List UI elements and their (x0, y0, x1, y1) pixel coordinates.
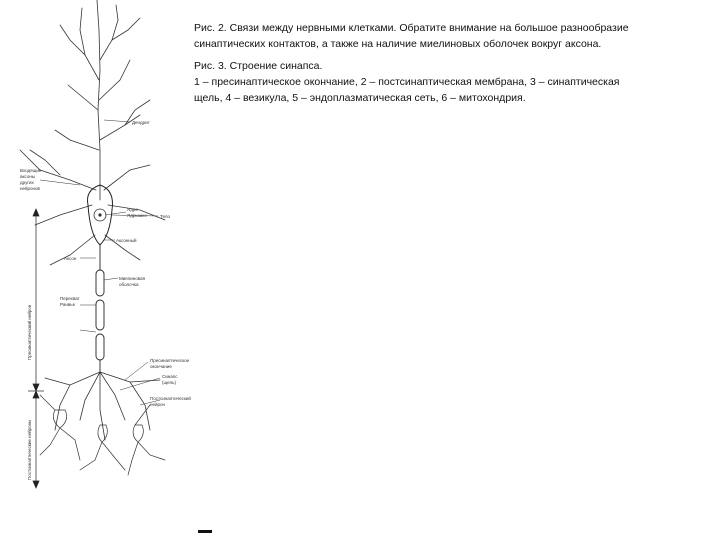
label-dendrite: Дендрит (132, 120, 150, 125)
figure-3-caption-line-3: щель, 4 – везикула, 5 – эндоплазматическая сеть, 6 – митохондрия. (194, 92, 526, 104)
label-hillock: Аксонный (116, 238, 137, 243)
label-input-3: других (20, 180, 34, 185)
label-nucleus: Ядро (127, 207, 138, 212)
figure-3-caption (194, 58, 710, 106)
nucleolus-shape (98, 213, 101, 216)
figure-3-caption-line-2: 1 – пресинаптическое окончание, 2 – постсинаптическая мембрана, 3 – синаптическая (194, 76, 620, 88)
axon-shape (96, 245, 104, 372)
label-input-4: нейронов (20, 186, 40, 191)
postsynaptic-neurons (40, 395, 165, 475)
label-node-2: Ранвье (60, 302, 76, 307)
label-nucleolus: Ядрышко (127, 213, 147, 218)
page-bottom-glyph (198, 530, 212, 540)
neuron-diagram (0, 0, 200, 540)
label-axon: Аксон (64, 256, 77, 261)
label-node: Перехват (60, 296, 80, 301)
label-input-1: Входящие (20, 168, 42, 173)
side-label-postsynaptic: Постсинаптические нейроны (27, 419, 32, 480)
side-label-presynaptic: Пресинаптический нейрон (27, 304, 32, 360)
label-synapse: Синапс (162, 374, 178, 379)
dendrite-tree (20, 0, 165, 265)
label-presynaptic-terminal-2: окончание (150, 364, 172, 369)
label-myelin-2: оболочка (119, 282, 139, 287)
label-postsynaptic-2: нейрон (150, 402, 165, 407)
figure-2-caption-line-2: синаптических контактов, а также на наличие миелиновых оболочек вокруг аксона. (194, 38, 602, 50)
label-synapse-2: (щель) (162, 380, 176, 385)
figure-2-caption (194, 20, 710, 52)
figure-3-caption-title: Рис. 3. Строение синапса. (194, 60, 323, 72)
label-presynaptic-terminal: Пресинаптическое (150, 358, 190, 363)
label-soma: Тело (160, 214, 171, 219)
label-postsynaptic: Постсинаптический (150, 396, 191, 401)
label-input-2: аксоны (20, 174, 36, 179)
figure-2-caption-line-1: Рис. 2. Связи между нервными клетками. Обратите внимание на большое разнообразие (194, 22, 629, 34)
label-myelin: Миелиновая (119, 276, 146, 281)
